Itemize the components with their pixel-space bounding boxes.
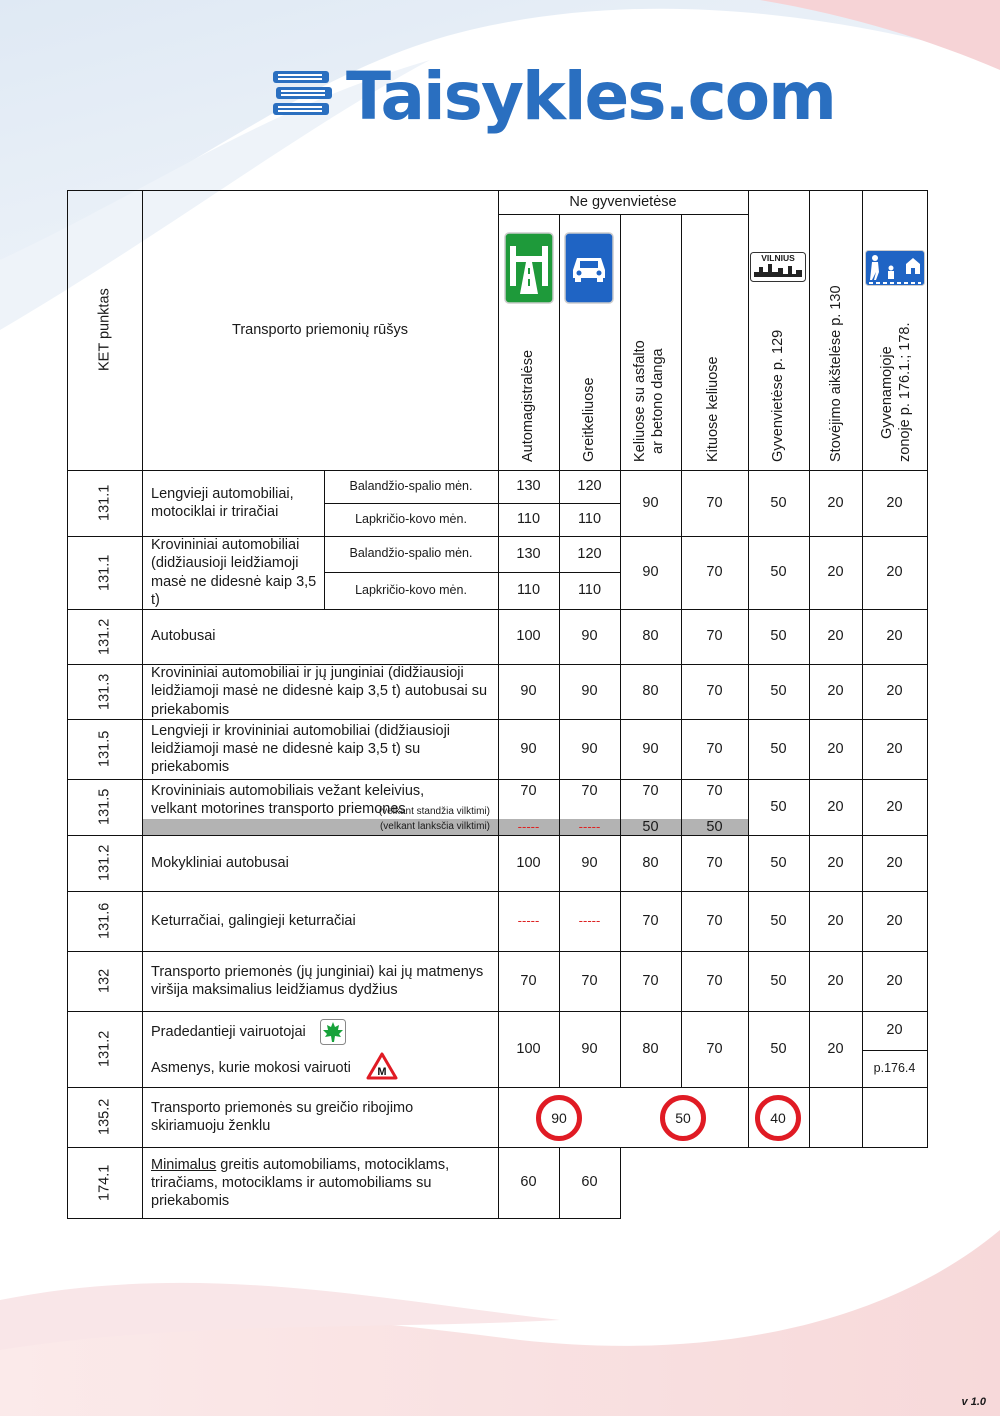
grid-line [681,214,682,1087]
col-head-settlements: Gyvenvietėse p. 129 [769,329,786,462]
r6-motorway-rigid: 70 [520,782,537,799]
grid-line [142,190,143,1219]
grid-line [748,190,927,191]
r6-other-rigid: 70 [706,782,723,799]
r10-other: 70 [706,1040,723,1057]
header-types: Transporto priemonių rūšys [232,321,408,338]
r1-residential: 20 [886,494,903,511]
grid-line [67,190,498,191]
r2-settlement: 50 [770,564,787,581]
r9-paved: 70 [642,972,659,989]
r2-expressway-winter: 110 [577,582,602,599]
col-head-other-roads: Kituose keliuose [704,356,721,462]
grid-line [862,1050,928,1051]
r4-paved: 80 [642,683,659,700]
grid-line [324,503,620,504]
r5-settlement: 50 [770,740,787,757]
r12-expressway: 60 [581,1174,598,1191]
r4-other: 70 [706,683,723,700]
header-ket-label: KET punktas [96,288,113,372]
expressway-sign-icon [564,232,614,304]
r4-label: Krovininiai automobiliai ir jų junginiai (didžiausioji leidžiamoji masė ne didesnė kaip 3,5 t) autobusai su priekabomis [151,665,488,718]
r7-motorway: 100 [516,854,541,871]
r3-ket: 131.2 [96,618,113,655]
r10-residential-note: p.176.4 [873,1060,916,1075]
r2-residential: 20 [886,564,903,581]
col-head-paved: Keliuose su asfalto ar betono danga [631,340,666,462]
r6-paved-rigid: 70 [642,782,659,799]
grid-line [498,190,499,1219]
r4-expressway: 90 [581,683,598,700]
r2-ket: 131.1 [96,554,113,591]
r1-paved: 90 [642,494,659,511]
r7-residential: 20 [886,854,903,871]
r4-parking: 20 [827,683,844,700]
r10-motorway: 100 [516,1040,541,1057]
r10-label-beginner: Pradedantieji vairuotojai [151,1023,306,1040]
brand-logo [270,52,835,142]
grid-line [498,214,748,215]
r2-label: Krovininiai automobiliai (didžiausioji leidžiamoji masė ne didesnė kaip 3,5 t) [151,537,317,608]
r1-settlement: 50 [770,494,787,511]
r6-note-rigid: (velkant standžia vilktimi) [378,805,490,817]
r3-residential: 20 [886,628,903,645]
r3-motorway: 100 [516,628,541,645]
r12-label-minimal: Minimalus [151,1157,217,1173]
r10-paved: 80 [642,1040,659,1057]
r12-motorway: 60 [520,1174,537,1191]
grid-line [324,572,620,573]
grid-line [67,190,68,1219]
r1-expressway-summer: 120 [577,478,602,495]
r8-parking: 20 [827,912,844,929]
r10-parking: 20 [827,1040,844,1057]
r4-motorway: 90 [520,683,537,700]
r8-expressway: ----- [578,912,601,928]
r7-expressway: 90 [581,854,598,871]
r6-other-flexible: 50 [706,818,723,835]
beginner-maple-leaf-icon [320,1019,346,1045]
r12-label-rest: greitis automobiliams, motociklams, triračiams, motociklams ir automobiliams su priekabomis [151,1157,450,1210]
r7-ket: 131.2 [96,844,113,882]
grid-line [498,190,748,191]
r6-label: Krovininiais automobiliais vežant keleivius, velkant motorines transporto priemones [151,783,425,818]
r10-settlement: 50 [770,1040,787,1057]
r7-label: Mokykliniai autobusai [151,854,289,871]
grid-line [324,470,325,609]
r12-ket: 174.1 [96,1164,113,1201]
r8-ket: 131.6 [96,902,113,940]
r1-expressway-winter: 110 [577,511,602,528]
col-head-motorway: Automagistralėse [519,349,536,462]
r1-motorway-winter: 110 [516,511,541,528]
r2-paved: 90 [642,564,659,581]
col-head-residential: Gyvenamojoje zonoje p. 176.1.; 178. [878,322,913,462]
r11-ket: 135.2 [96,1098,113,1136]
r2-season2: Lapkričio-kovo mėn. [355,582,467,597]
books-icon [270,67,336,127]
r9-ket: 132 [96,968,113,994]
r8-other: 70 [706,912,723,929]
brand-name: Taisykles.com [346,58,835,135]
r5-expressway: 90 [581,740,598,757]
r9-parking: 20 [827,972,844,989]
r8-residential: 20 [886,912,903,929]
r8-motorway: ----- [517,912,540,928]
r7-other: 70 [706,854,723,871]
grid-line [809,190,810,1148]
speed-limit-sign-90: 90 [536,1095,582,1141]
residential-zone-sign-icon [865,250,925,286]
r6-expressway-rigid: 70 [581,782,598,799]
town-sign-text: VILNIUS [761,253,795,263]
r6-expressway-flexible: ----- [578,818,601,834]
header-ket [67,190,142,470]
col-head-parking: Stovėjimo aikštelėse p. 130 [827,285,844,462]
r2-other: 70 [706,564,723,581]
r10-expressway: 90 [581,1040,598,1057]
r7-parking: 20 [827,854,844,871]
r5-paved: 90 [642,740,659,757]
r1-parking: 20 [827,494,844,511]
r2-season1: Balandžio-spalio mėn. [349,546,473,561]
grid-line [559,1147,560,1219]
r3-parking: 20 [827,628,844,645]
grid-line [927,190,928,1148]
r9-expressway: 70 [581,972,598,989]
r3-label: Autobusai [151,628,216,645]
r6-note-flexible: (velkant lanksčia vilktimi) [379,820,490,832]
r5-motorway: 90 [520,740,537,757]
r1-season2: Lapkričio-kovo mėn. [355,511,467,526]
r7-settlement: 50 [770,854,787,871]
r9-label: Transporto priemonės (jų junginiai) kai jų matmenys viršija maksimalius leidžiamus dydžius [151,963,484,998]
r1-label: Lengvieji automobiliai, motociklai ir triračiai [151,485,294,520]
r1-season1: Balandžio-spalio mėn. [349,478,473,493]
r3-paved: 80 [642,628,659,645]
r6-paved-flexible: 50 [642,818,659,835]
grid-line [620,214,621,1087]
r3-settlement: 50 [770,628,787,645]
r3-expressway: 90 [581,628,598,645]
r10-ket: 131.2 [96,1030,113,1068]
r5-parking: 20 [827,740,844,757]
speed-limit-sign-50: 50 [660,1095,706,1141]
r6-parking: 20 [827,798,844,815]
r5-other: 70 [706,740,723,757]
r9-residential: 20 [886,972,903,989]
version-label: v 1.0 [961,1396,986,1408]
r12-label [142,1147,498,1218]
grid-line [559,214,560,1087]
r1-ket: 131.1 [96,484,113,522]
r2-motorway-summer: 130 [516,545,541,562]
r6-ket: 131.5 [96,788,113,826]
grid-line [67,1218,620,1219]
r8-label: Keturračiai, galingieji keturračiai [151,912,356,929]
grid-line [620,1147,621,1219]
speed-limit-sign-40: 40 [755,1095,801,1141]
r5-label: Lengvieji ir krovininiai automobiliai (didžiausioji leidžiamoji masė ne didesnė kaip 3,5 t) su priekabomis [151,722,451,776]
learner-letter: M [377,1066,387,1078]
r5-residential: 20 [886,740,903,757]
grid-line [862,190,863,1148]
r4-settlement: 50 [770,683,787,700]
r9-settlement: 50 [770,972,787,989]
r1-motorway-summer: 130 [516,478,541,495]
grid-line [748,190,749,1148]
r2-parking: 20 [827,564,844,581]
r2-motorway-winter: 110 [516,582,541,599]
r6-settlement: 50 [770,798,787,815]
r2-expressway-summer: 120 [577,545,602,562]
col-head-expressway: Greitkeliuose [580,377,597,462]
motorway-sign-icon [504,232,554,304]
r4-ket: 131.3 [96,673,113,710]
r6-residential: 20 [886,798,903,815]
learner-driver-triangle-icon [366,1052,398,1080]
r1-other: 70 [706,494,723,511]
r3-other: 70 [706,628,723,645]
r9-motorway: 70 [520,972,537,989]
header-outside: Ne gyvenvietėse [569,193,677,210]
r5-ket: 131.5 [96,730,113,768]
r11-label: Transporto priemonės su greičio ribojimo skiriamuoju ženklu [151,1099,414,1134]
r8-settlement: 50 [770,912,787,929]
r10-label-learner: Asmenys, kurie mokosi vairuoti [151,1059,351,1076]
r7-paved: 80 [642,854,659,871]
r10-residential-top: 20 [886,1021,903,1038]
r6-motorway-flexible: ----- [517,818,540,834]
r9-other: 70 [706,972,723,989]
town-sign-icon [750,252,806,282]
r4-residential: 20 [886,683,903,700]
r8-paved: 70 [642,912,659,929]
